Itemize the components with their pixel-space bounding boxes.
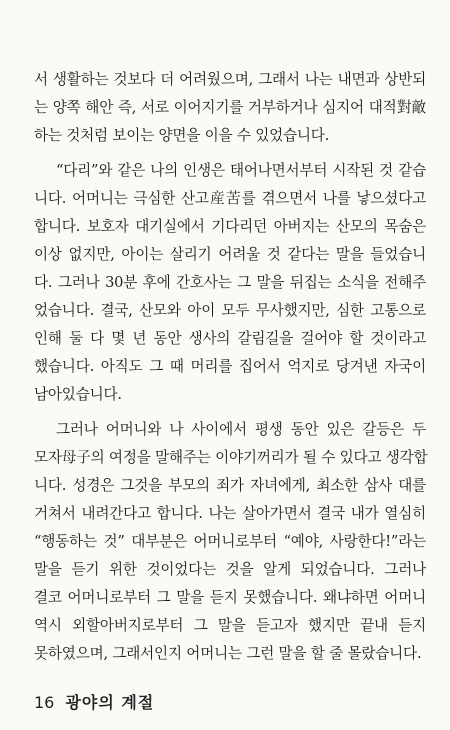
text-line: 결코 어머니로부터 그 말을 듣지 못했습니다. 왜냐하면 어머니 <box>34 589 426 606</box>
text-line: 서 생활하는 것보다 더 어려웠으며, 그래서 나는 내면과 상반되 <box>34 71 426 88</box>
text-line: 니다. 어머니는 극심한 산고産苦를 겪으면서 나를 낳으셨다고 <box>34 190 426 207</box>
text-line: 이상 없지만, 아이는 살리기 어려울 것 같다는 말을 들었습니 <box>34 246 426 263</box>
page-number: 16 <box>34 693 55 712</box>
text-line: 거쳐서 내려간다고 합니다. 나는 살아가면서 결국 내가 열심히 <box>34 505 426 522</box>
text-line: 했습니다. 아직도 그 때 머리를 집어서 억지로 당겨낸 자국이 <box>34 358 426 375</box>
running-title: 광야의 계절 <box>65 693 155 712</box>
text-line: 니다. 성경은 그것을 부모의 죄가 자녀에게, 최소한 삼사 대를 <box>34 477 426 494</box>
text-line: 인해 둘 다 몇 년 동안 생사의 갈림길을 걸어야 할 것이라고 <box>34 330 426 347</box>
text-line: 는 양쪽 해안 즉, 서로 이어지기를 거부하거나 심지어 대적對敵 <box>34 99 426 116</box>
text-line: 역시 외할아버지로부터 그 말을 듣고자 했지만 끝내 듣지 <box>34 617 426 634</box>
text-line: “다리”와 같은 나의 인생은 태어나면서부터 시작된 것 같습 <box>56 162 426 179</box>
text-line: “행동하는 것” 대부분은 어머니로부터 “예야, 사랑한다!”라는 <box>34 533 426 550</box>
text-line: 말을 듣기 위한 것이었다는 것을 알게 되었습니다. 그러나 <box>34 561 426 578</box>
text-line: 었습니다. 결국, 산모와 아이 모두 무사했지만, 심한 고통으로 <box>34 302 426 319</box>
text-line: 모자母子의 여정을 말해주는 이야기꺼리가 될 수 있다고 생각합 <box>34 449 428 466</box>
text-line: 남아있습니다. <box>34 386 122 403</box>
text-line: 못하였으며, 그래서인지 어머니는 그런 말을 할 줄 몰랐습니다. <box>34 645 422 662</box>
text-line: 합니다. 보호자 대기실에서 기다리던 아버지는 산모의 목숨은 <box>34 218 426 235</box>
text-line: 그러나 어머니와 나 사이에서 평생 동안 있은 갈등은 두 <box>56 421 426 438</box>
text-line: 다. 그러나 30분 후에 간호사는 그 말을 뒤집는 소식을 전해주 <box>34 274 426 291</box>
page-footer <box>34 690 154 713</box>
text-line: 하는 것처럼 보이는 양면을 이을 수 있었습니다. <box>34 127 330 144</box>
